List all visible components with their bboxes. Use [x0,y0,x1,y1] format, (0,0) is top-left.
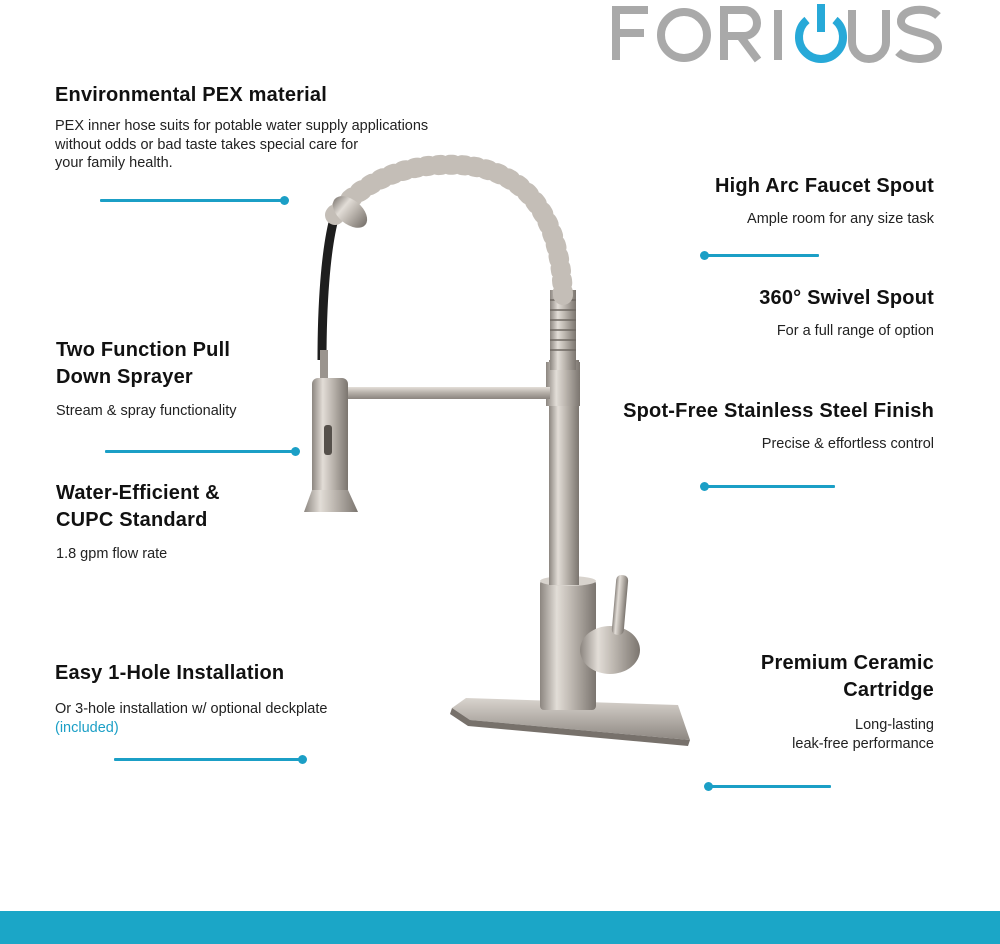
feature-title-line: Water-Efficient & [56,482,220,504]
feature-title-line: Premium Ceramic [760,652,934,674]
feature-easy-installation [55,660,385,737]
connector-line [105,450,297,453]
feature-title-line: Cartridge [843,679,934,701]
feature-title-line: Down Sprayer [56,366,193,388]
feature-pull-down-sprayer [56,337,316,421]
connector-line [100,199,286,202]
feature-desc: For a full range of option [776,323,934,339]
feature-title: Easy 1-Hole Installation [55,662,285,684]
feature-title: High Arc Faucet Spout [714,175,934,197]
feature-desc-line: PEX inner hose suits for potable water supply applications [55,118,429,134]
feature-desc: Precise & effortless control [761,436,934,452]
feature-desc-accent: (included) [55,719,119,736]
feature-desc-line: leak-free performance [792,735,934,752]
connector-line [703,485,835,488]
feature-title: Spot-Free Stainless Steel Finish [623,400,934,422]
feature-title-line: Two Function Pull [56,339,231,361]
feature-desc-line: Long-lasting [855,717,934,733]
feature-desc-line: your family health. [55,155,173,171]
feature-title: Environmental PEX material [55,84,327,106]
feature-desc: Or 3-hole installation w/ optional deckplate [55,701,328,717]
feature-desc: Stream & spray functionality [56,403,237,419]
forious-logo [608,2,943,64]
feature-desc-line: without odds or bad taste takes special care for [55,136,359,153]
feature-high-arc-spout [560,173,934,229]
connector-line [707,785,831,788]
feature-pex-material [55,82,495,173]
connector-line [114,758,304,761]
feature-title: 360° Swivel Spout [759,287,934,309]
feature-water-efficient [56,480,316,564]
power-icon [799,4,843,59]
connector-line [703,254,819,257]
feature-ceramic-cartridge [680,650,934,753]
feature-swivel-spout [560,285,934,341]
feature-stainless-finish [560,398,934,454]
bottom-accent-bar [0,911,1000,944]
feature-desc: Ample room for any size task [747,211,934,227]
feature-title-line: CUPC Standard [56,509,208,531]
feature-desc: 1.8 gpm flow rate [56,546,168,562]
